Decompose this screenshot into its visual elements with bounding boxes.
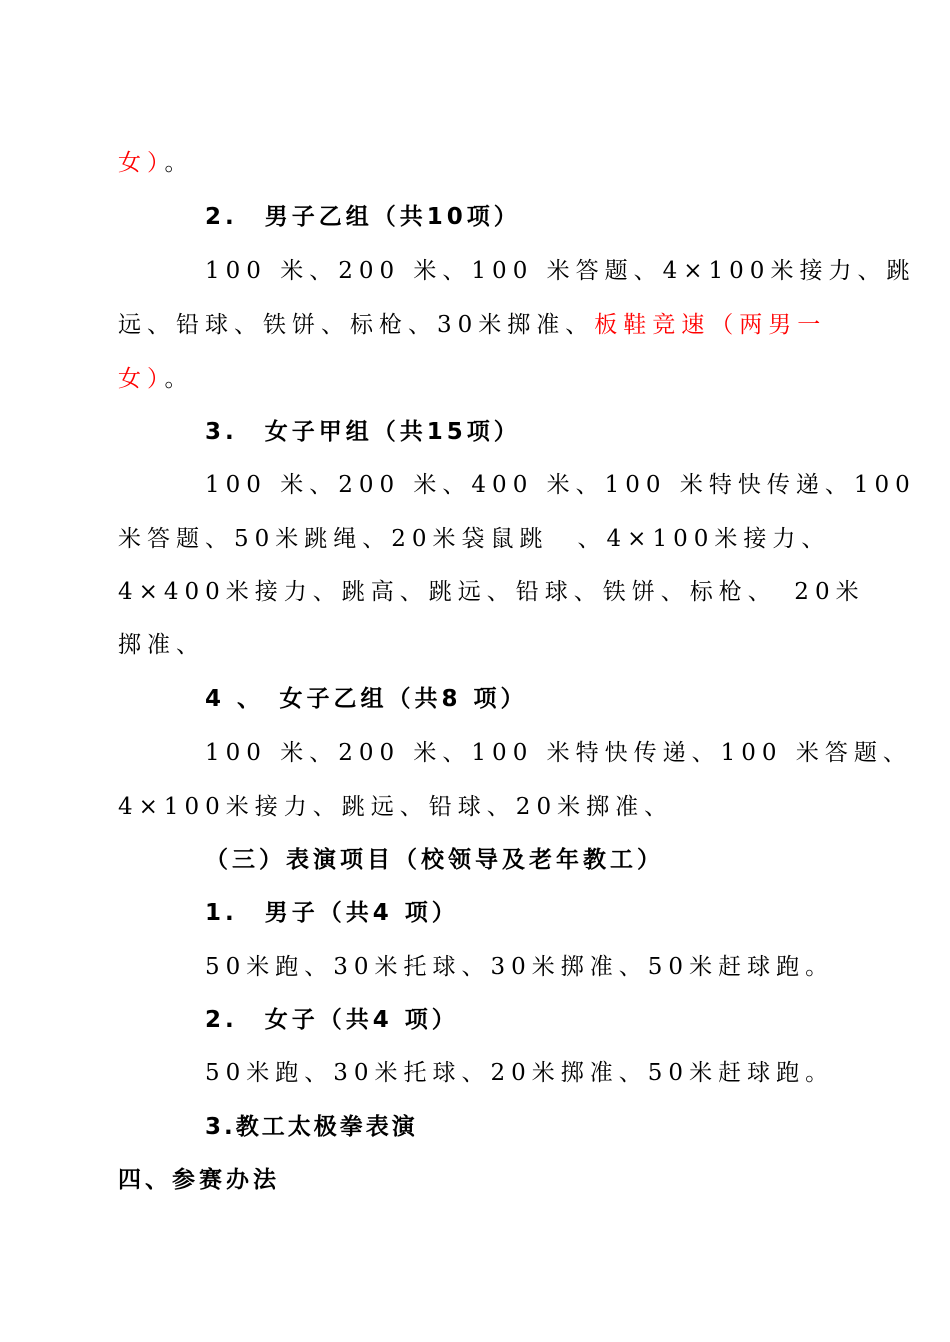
heading-perf-male: 1. 男子（共4 项）	[205, 900, 459, 926]
heading-female-group-a: 3. 女子甲组（共15项）	[205, 419, 521, 445]
heading-perf-female: 2. 女子（共4 项）	[205, 1007, 459, 1033]
heading-section-4: 四、参赛办法	[118, 1167, 280, 1193]
heading-performance-events: （三）表演项目（校领导及老年教工）	[205, 847, 664, 873]
heading-male-group-b: 2. 男子乙组（共10项）	[205, 204, 521, 230]
perf-female-events: 50米跑、30米托球、20米掷准、50米赶球跑。	[205, 1060, 835, 1086]
sentence-end: 。	[164, 366, 194, 392]
sentence-end: 。	[164, 150, 194, 176]
male-b-events-text: 远、铅球、铁饼、标枪、30米掷准、	[118, 312, 595, 338]
heading-female-group-b: 4 、 女子乙组（共8 项）	[205, 686, 528, 712]
perf-male-events: 50米跑、30米托球、30米掷准、50米赶球跑。	[205, 954, 835, 980]
highlighted-text: 女）	[118, 366, 165, 392]
continued-line	[118, 148, 194, 178]
female-b-events-line-2: 4×100米接力、跳远、铅球、20米掷准、	[118, 794, 674, 820]
highlighted-text: 板鞋竞速（两男一	[594, 312, 827, 338]
female-a-events-line-4: 掷准、	[118, 632, 205, 658]
female-a-events-line-2: 米答题、50米跳绳、20米袋鼠跳 、4×100米接力、	[118, 526, 831, 552]
heading-taichi-performance: 3.教工太极拳表演	[205, 1114, 418, 1140]
male-b-events-line-2	[118, 310, 826, 340]
female-a-events-line-3: 4×400米接力、跳高、跳远、铅球、铁饼、标枪、 20米	[118, 579, 865, 605]
male-b-events-line-1: 100 米、200 米、100 米答题、4×100米接力、跳	[205, 258, 916, 284]
female-b-events-line-1: 100 米、200 米、100 米特快传递、100 米答题、	[205, 740, 912, 766]
highlighted-text: 女）	[118, 150, 165, 176]
female-a-events-line-1: 100 米、200 米、400 米、100 米特快传递、100	[205, 472, 916, 498]
male-b-events-line-3	[118, 364, 194, 394]
